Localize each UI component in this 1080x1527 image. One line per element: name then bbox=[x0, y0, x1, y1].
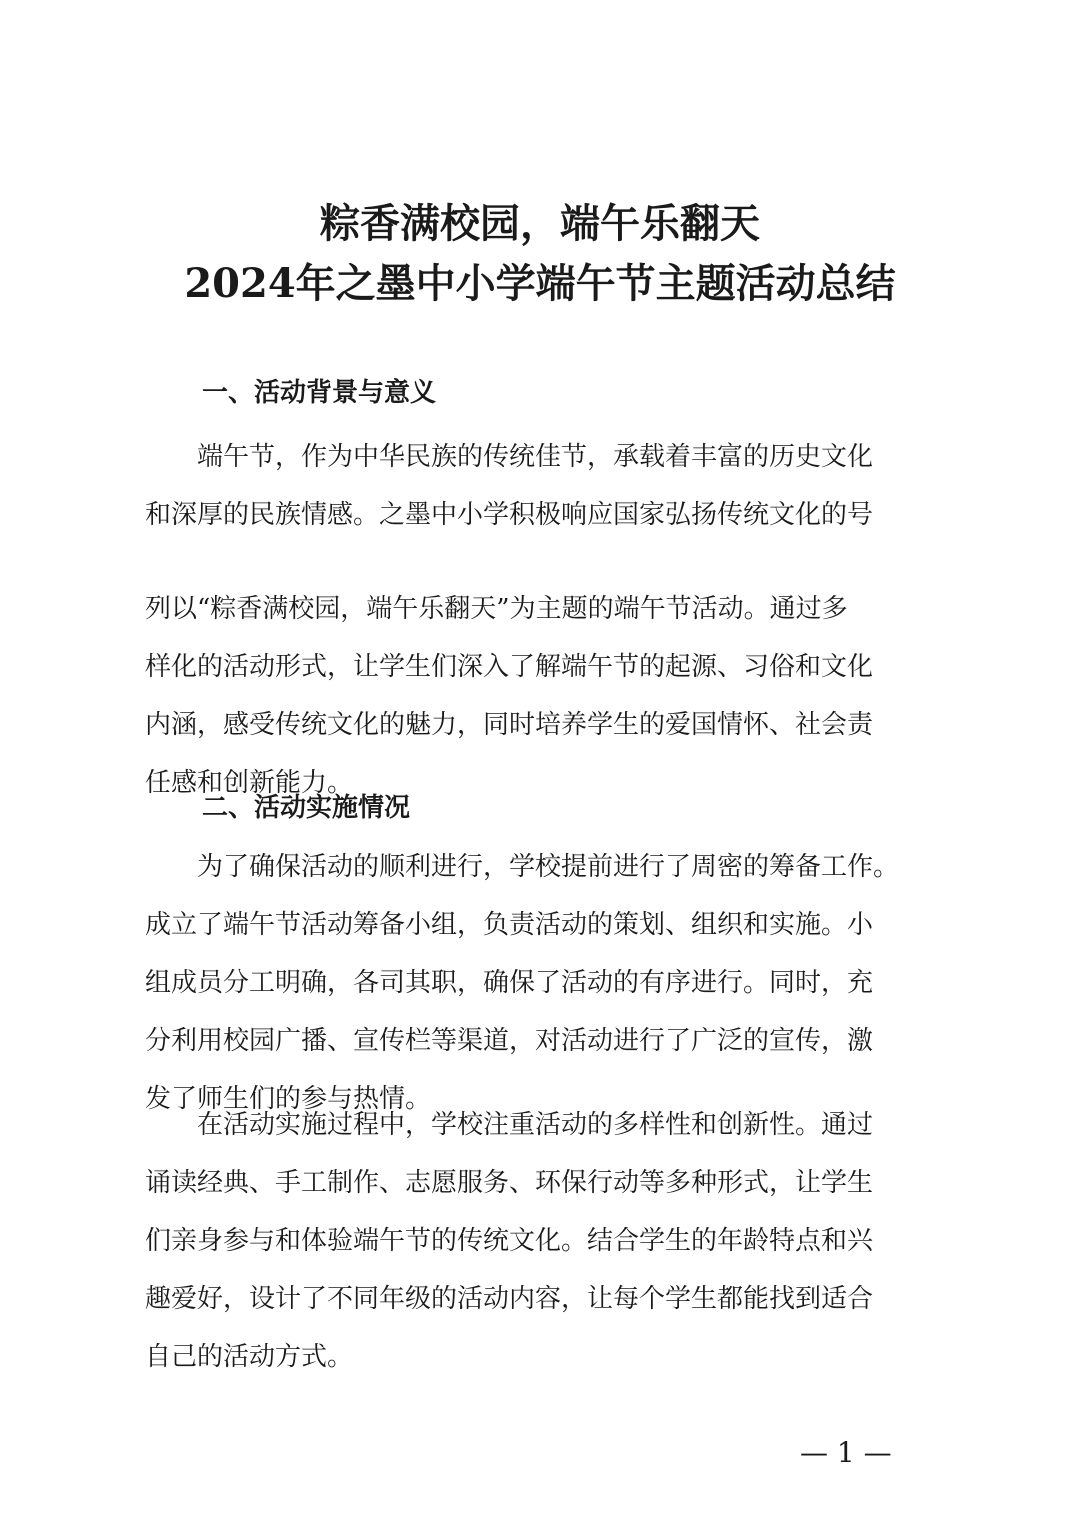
paragraph-line: 任感和创新能力。 bbox=[145, 768, 354, 798]
section-2-paragraph-2 bbox=[145, 1096, 945, 1386]
paragraph-line: 在活动实施过程中，学校注重活动的多样性和创新性。通过 bbox=[145, 1110, 874, 1140]
paragraph-line: 趣爱好，设计了不同年级的活动内容，让每个学生都能找到适合 bbox=[145, 1284, 874, 1314]
paragraph-line: 诵读经典、手工制作、志愿服务、环保行动等多种形式，让学生 bbox=[145, 1168, 874, 1198]
paragraph-line: 分利用校园广播、宣传栏等渠道，对活动进行了广泛的宣传，激 bbox=[145, 1026, 874, 1056]
paragraph-line: 们亲身参与和体验端午节的传统文化。结合学生的年龄特点和兴 bbox=[145, 1226, 874, 1256]
paragraph-line: 列以“粽香满校园，端午乐翻天”为主题的端午节活动。通过多 bbox=[145, 594, 848, 624]
section-2-heading: 二、活动实施情况 bbox=[202, 793, 411, 823]
document-title-line-2: 2024年之墨中小学端午节主题活动总结 bbox=[184, 260, 896, 307]
paragraph-line: 成立了端午节活动筹备小组，负责活动的策划、组织和实施。小 bbox=[145, 910, 874, 940]
paragraph-line: 和深厚的民族情感。之墨中小学积极响应国家弘扬传统文化的号 bbox=[145, 500, 874, 530]
paragraph-line: 发了师生们的参与热情。 bbox=[145, 1084, 432, 1114]
paragraph-line: 为了确保活动的顺利进行，学校提前进行了周密的筹备工作。 bbox=[145, 852, 900, 882]
section-1-paragraph-2 bbox=[145, 580, 945, 812]
paragraph-line: 自己的活动方式。 bbox=[145, 1342, 354, 1372]
section-1-paragraph-1 bbox=[145, 428, 945, 544]
page-number: — 1 — bbox=[800, 1436, 892, 1469]
section-1-heading: 一、活动背景与意义 bbox=[202, 378, 437, 408]
section-2-paragraph-1 bbox=[145, 838, 945, 1128]
paragraph-line: 组成员分工明确，各司其职，确保了活动的有序进行。同时，充 bbox=[145, 968, 874, 998]
paragraph-line: 端午节，作为中华民族的传统佳节，承载着丰富的历史文化 bbox=[145, 442, 874, 472]
paragraph-line: 样化的活动形式，让学生们深入了解端午节的起源、习俗和文化 bbox=[145, 652, 874, 682]
document-title-line-1: 粽香满校园，端午乐翻天 bbox=[320, 200, 760, 247]
paragraph-line: 内涵，感受传统文化的魅力，同时培养学生的爱国情怀、社会责 bbox=[145, 710, 874, 740]
